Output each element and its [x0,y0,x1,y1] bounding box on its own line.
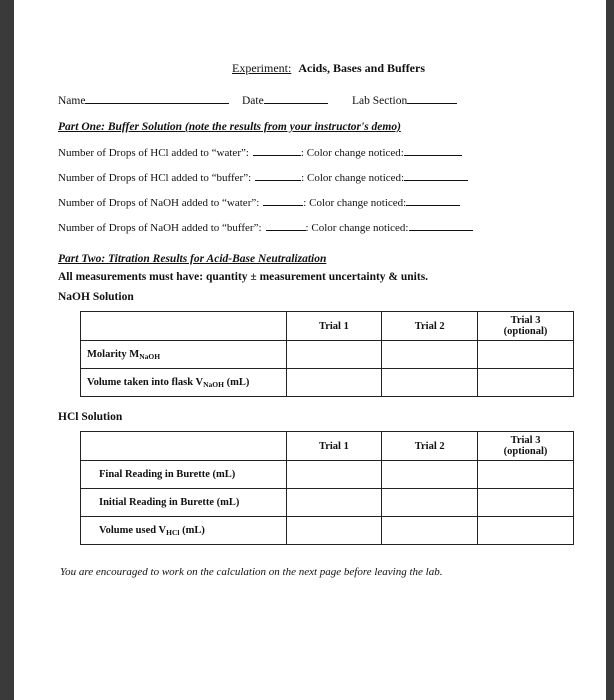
volume-flask-label: Volume taken into flask $V_{NaOH}$ (mL) [81,369,287,397]
naoh-cell[interactable] [478,341,574,369]
table-row [81,517,574,545]
part-two-heading: Part Two: Titration Results for Acid-Base Neutralization [58,253,327,265]
hcl-cell[interactable] [286,489,382,517]
part-one-heading: Part One: Buffer Solution (note the results from your instructor's demo) [58,121,401,133]
worksheet-page [14,0,606,700]
hcl-cell[interactable] [478,517,574,545]
hcl-trial-1-header: Trial 1 [286,432,382,461]
final-reading-label: Final Reading in Burette (mL) [81,461,287,489]
naoh-cell[interactable] [286,369,382,397]
table-row [81,341,574,369]
name-label: Name [58,95,86,107]
naoh-cell[interactable] [382,369,478,397]
molarity-label: Molarity $M_{NaOH}$ [81,341,287,369]
measurement-requirement: All measurements must have: quantity ± measurement uncertainty & units. [58,271,429,283]
naoh-cell[interactable] [478,369,574,397]
naoh-table [80,311,574,397]
naoh-cell[interactable] [286,341,382,369]
hcl-cell[interactable] [286,517,382,545]
date-label: Date [242,95,264,107]
table-row [81,369,574,397]
naoh-trial-3-header: Trial 3 (optional) [478,312,574,341]
naoh-cell[interactable] [382,341,478,369]
hcl-section-title: HCl Solution [58,411,123,423]
worksheet-title [232,61,425,76]
part-one-row: Number of Drops of HCl added to “buffer”: : Color change noticed: [58,171,468,184]
title-label: Experiment: [232,61,292,75]
lab-section-field [352,94,457,107]
hcl-trial-2-header: Trial 2 [382,432,478,461]
hcl-trial-3-header: Trial 3 (optional) [478,432,574,461]
hcl-table [80,431,574,545]
part-one-row: Number of Drops of NaOH added to “buffer”: : Color change noticed: [58,221,473,234]
name-field [58,94,229,107]
naoh-trial-1-header: Trial 1 [286,312,382,341]
table-row [81,489,574,517]
lab-section-label: Lab Section [352,95,408,107]
naoh-trial-2-header: Trial 2 [382,312,478,341]
hcl-cell[interactable] [382,461,478,489]
hcl-cell[interactable] [478,461,574,489]
hcl-cell[interactable] [478,489,574,517]
volume-used-label: Volume used $V_{HCl}$ (mL) [81,517,287,545]
hcl-cell[interactable] [382,489,478,517]
part-one-row: Number of Drops of NaOH added to “water”: : Color change noticed: [58,196,460,209]
title-name: Acids, Bases and Buffers [298,61,426,75]
table-row [81,461,574,489]
part-one-row: Number of Drops of HCl added to “water”: : Color change noticed: [58,146,462,159]
hcl-cell[interactable] [286,461,382,489]
hcl-cell[interactable] [382,517,478,545]
footer-note: You are encouraged to work on the calculation on the next page before leaving the lab. [60,566,443,578]
naoh-section-title: NaOH Solution [58,291,134,303]
date-field [242,94,328,107]
initial-reading-label: Initial Reading in Burette (mL) [81,489,287,517]
